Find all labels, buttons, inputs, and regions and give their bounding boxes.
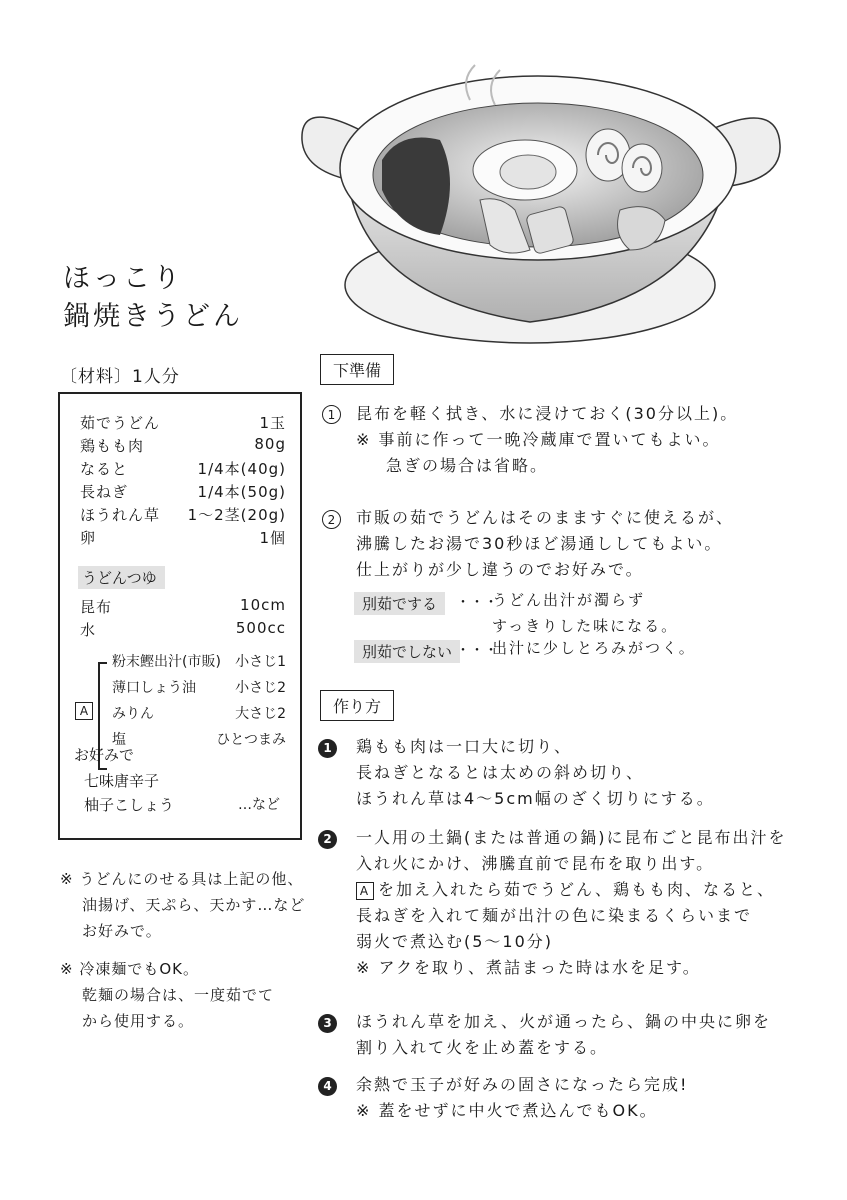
tsuyu-row [80,596,286,619]
prep-step-number: 2 [322,510,341,529]
ingredient-name: 卵 [80,529,97,547]
step-line: 一人用の土鍋(または普通の鍋)に昆布ごと昆布出汁を [356,828,787,847]
step-line-with-a [356,877,787,903]
ingredient-name: 茹でうどん [80,414,161,432]
a-group-label: A [356,882,374,900]
ingredient-amount: 1/4本(40g) [197,460,286,478]
step-line: 急ぎの場合は省略。 [386,456,549,475]
prep-option-text [492,587,678,639]
step-line: 長ねぎを入れて麺が出汁の色に染まるくらいまで [356,906,753,925]
a-row [104,651,286,673]
prep-option-dots: ・・・ [456,643,498,659]
prep-section-title: 下準備 [320,354,394,385]
step-line: 入れ火にかけ、沸騰直前で昆布を取り出す。 [356,854,715,873]
note-block [60,956,274,1034]
method-step-number: 4 [318,1077,337,1096]
method-step-number: 1 [318,739,337,758]
step-line: 鶏もも肉は一口大に切り、 [356,737,573,756]
note-line: 乾麺の場合は、一度茹でて [82,986,275,1004]
ingredient-name: ほうれん草 [80,506,161,524]
ingredient-amount: 1/4本(50g) [197,483,286,501]
step-line: を加え入れたら茹でうどん、鶏もも肉、なると、 [378,880,775,899]
egg-yolk [500,155,556,189]
step-line: ほうれん草を加え、火が通ったら、鍋の中央に卵を [356,1012,771,1031]
ingredient-row [80,527,286,550]
step-line: ※ 蓋をせずに中火で煮込んでもOK。 [356,1101,658,1120]
ingredient-amount: 大さじ2 [235,706,286,722]
prep-option-tag: 別茹でする [354,592,445,615]
note-line: ※ 冷凍麺でもOK。 [60,960,199,978]
note-line: から使用する。 [82,1012,195,1030]
method-step [356,1072,688,1124]
nabeyaki-udon-illustration [290,60,790,365]
a-group-label: A [75,702,93,720]
prep-option-tag: 別茹でしない [354,640,460,663]
prep-step-number: 1 [322,405,341,424]
step-line: 市販の茹でうどんはそのまますぐに使えるが、 [356,508,735,527]
ingredient-row [80,504,286,527]
step-line: 余熱で玉子が好みの固さになったら完成! [356,1075,689,1094]
method-step [356,825,787,981]
ingredient-amount: ひとつまみ [216,732,286,748]
method-step [356,734,715,812]
optional-item: 柚子こしょう [84,796,175,814]
ingredient-amount: 80g [254,435,286,453]
note-line: ※ うどんにのせる具は上記の他、 [60,870,304,888]
ingredient-row [80,481,286,504]
method-step-number: 3 [318,1014,337,1033]
ingredients-header: 〔材料〕1人分 [60,367,180,387]
note-line: 油揚げ、天ぷら、天かす…など [82,896,306,914]
step-line: 仕上がりが少し違うのでお好みで。 [356,560,644,579]
ingredient-name: みりん [112,706,154,722]
ingredient-row [80,458,286,481]
option-line: すっきりした味になる。 [492,617,679,635]
step-line: 長ねぎとなるとは太めの斜め切り、 [356,763,645,782]
step-line: ※ 事前に作って一晩冷蔵庫で置いてもよい。 [356,430,721,449]
ingredient-amount: 500cc [235,619,286,637]
method-step-number: 2 [318,830,337,849]
recipe-title-line-2: 鍋焼きうどん [63,301,243,332]
ingredient-name: 粉末鰹出汁(市販) [112,654,221,670]
method-section-title: 作り方 [320,690,394,721]
step-line: 昆布を軽く拭き、水に浸けておく(30分以上)。 [356,404,739,423]
ingredient-amount: 1玉 [259,414,286,432]
optional-item: 七味唐辛子 [84,772,160,790]
step-line: ほうれん草は4～5cm幅のざく切りにする。 [356,789,715,808]
ingredient-name: 鶏もも肉 [80,437,145,455]
ingredient-amount: 小さじ2 [235,680,286,696]
ingredient-amount: 小さじ1 [235,654,286,670]
a-row [104,703,286,725]
ingredient-name: 水 [80,621,97,639]
method-step [356,1009,771,1061]
ingredient-name: 薄口しょう油 [112,680,196,696]
prep-step [356,401,738,479]
ingredient-row [80,412,286,435]
prep-step [356,505,734,583]
optional-suffix: …など [238,797,280,813]
note-block [60,866,305,944]
tsuyu-header: うどんつゆ [78,566,165,589]
step-line: 沸騰したお湯で30秒ほど湯通ししてもよい。 [356,534,723,553]
step-line: 割り入れて火を止め蓋をする。 [356,1038,609,1057]
a-row [104,677,286,699]
ingredient-name: 塩 [112,732,126,748]
ingredient-amount: 1個 [259,529,286,547]
ingredients-box [58,392,302,840]
ingredient-amount: 1～2茎(20g) [187,506,286,524]
ingredient-row [80,435,286,458]
tsuyu-row [80,619,286,642]
note-line: お好みで。 [82,922,162,940]
ingredient-name: なると [80,460,129,478]
ingredient-amount: 10cm [240,596,286,614]
step-line: ※ アクを取り、煮詰まった時は水を足す。 [356,958,701,977]
step-line: 弱火で煮込む(5～10分) [356,932,554,951]
ingredient-name: 昆布 [80,598,113,616]
option-line: 出汁に少しとろみがつく。 [492,639,696,657]
recipe-title-line-1: ほっこり [63,263,183,294]
prep-option-text [492,635,696,661]
ingredient-name: 長ねぎ [80,483,129,501]
optional-header: お好みで [74,746,135,764]
option-line: うどん出汁が濁らず [492,591,646,609]
prep-option-dots: ・・・ [456,595,498,611]
